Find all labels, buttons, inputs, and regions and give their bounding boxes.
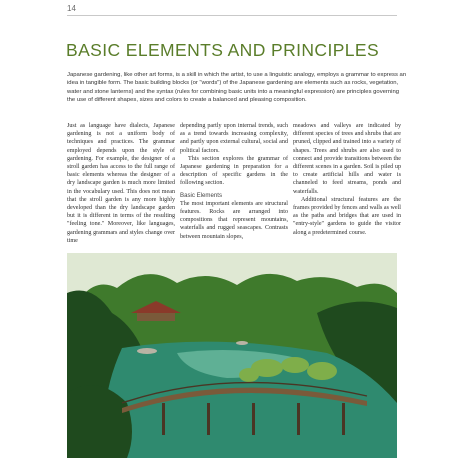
photo-bridge-post	[207, 403, 210, 435]
photo-bridge-post	[162, 403, 165, 435]
column-3-paragraph-2: Additional structural features are the frames provided by fences and walls as well as the paths and bridges that are used in "entry-style" gardens to guide the visitor along a predetermined course.	[293, 196, 401, 236]
text-column-1	[67, 122, 175, 245]
page-number: 14	[67, 4, 76, 13]
column-2-paragraph-3: The most important elements are structural features. Rocks are arranged into compositions that represent mountains, waterfalls and rugged seascapes. Contrasts between mountain slopes,	[180, 200, 288, 240]
text-column-2	[180, 122, 288, 241]
photo-rock	[236, 341, 248, 345]
page-title: BASIC ELEMENTS AND PRINCIPLES	[66, 40, 380, 60]
header-rule	[67, 15, 397, 16]
column-3-paragraph-1: meadows and valleys are indicated by different species of trees and shrubs that are pruned, clipped and trained into a variety of shapes. Trees and shrubs are also used to connect and provide transitions between the different scenes in a garden. Soil is piled up to create artificial hills and water is channeled to feed streams, ponds and waterfalls.	[293, 123, 401, 195]
photo-island-shrub	[239, 368, 259, 382]
garden-photo	[67, 253, 397, 458]
photo-island-shrub	[307, 362, 337, 380]
text-column-3	[293, 122, 401, 237]
intro-paragraph: Japanese gardening, like other art forms, is a skill in which the artist, to use a linguistic analogy, employs a grammar to express an idea in tangible form. The basic building blocks (or "words") of the Japanese gardening are elements such as rocks, vegetation, water and stone lanterns) and the syntax (rules for combining basic units into a meaningful expression) are principles governing the use of different shapes, sizes and colors to create a balanced and pleasing composition.	[67, 72, 407, 104]
section-heading-basic-elements: Basic Elements	[180, 191, 222, 199]
photo-bridge-post	[297, 403, 300, 435]
photo-rock	[137, 348, 157, 354]
photo-bridge-post	[252, 403, 255, 435]
column-2-paragraph-1: depending partly upon internal trends, such as a trend towards increasing complexity, and partly upon external cultural, social and political factors.	[180, 123, 288, 154]
column-2-paragraph-2: This section explores the grammar of Japanese gardening in preparation for a description of specific gardens in the following section.	[180, 155, 288, 187]
column-1-paragraph-1: Just as language have dialects, Japanese gardening is not a uniform body of techniques and practices. The grammar employed depends upon the style of gardening. For example, the designer of a stroll garden has access to the full range of basic elements whereas the designer of a dry landscape garden is much more limited in the vocabulary used. This does not mean that the stroll garden is any more highly developed than the dry landscape garden but it is different in terms of the resulting "feeling tone." Moreover, like languages, gardening grammars and styles change over time	[67, 123, 175, 244]
photo-island-shrub	[281, 357, 309, 373]
photo-bridge-post	[342, 403, 345, 435]
